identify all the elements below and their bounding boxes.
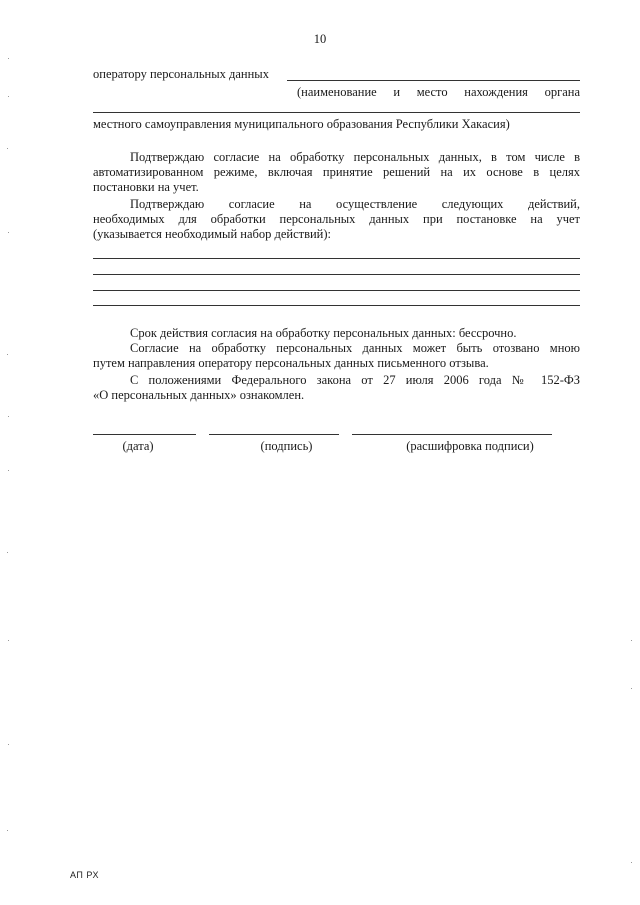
scan-artifact bbox=[631, 640, 632, 641]
actions-line-2: необходимых для обработки персональных данных при постановке на учет bbox=[93, 212, 580, 226]
revoke-line-2: путем направления оператору персональных данных письменного отзыва. bbox=[93, 356, 489, 370]
operator-label: оператору персональных данных bbox=[93, 67, 269, 81]
actions-line-1: Подтверждаю согласие на осуществление следующих действий, bbox=[130, 197, 580, 211]
term-line-1: Срок действия согласия на обработку персональных данных: бессрочно. bbox=[130, 326, 517, 340]
actions-fill-line bbox=[93, 305, 580, 306]
consent-line-1: Подтверждаю согласие на обработку персональных данных, в том числе в bbox=[130, 150, 580, 164]
actions-fill-line bbox=[93, 290, 580, 291]
scan-artifact bbox=[7, 354, 8, 355]
law-line-2: «О персональных данных» ознакомлен. bbox=[93, 388, 305, 402]
consent-line-2: автоматизированном режиме, включая принятие решений на их основе в целях bbox=[93, 165, 580, 179]
scan-artifact bbox=[8, 416, 9, 417]
scan-artifact bbox=[8, 232, 9, 233]
date-label: (дата) bbox=[122, 439, 154, 453]
scan-artifact bbox=[8, 744, 9, 745]
signature-fill-line bbox=[209, 434, 339, 435]
organ-fill-line bbox=[93, 112, 580, 113]
scan-artifact bbox=[631, 862, 632, 863]
page-number: 10 bbox=[313, 32, 327, 46]
date-fill-line bbox=[93, 434, 196, 435]
scan-artifact bbox=[8, 640, 9, 641]
scan-artifact bbox=[7, 148, 8, 149]
scan-artifact bbox=[8, 58, 9, 59]
revoke-line-1: Согласие на обработку персональных данных может быть отозвано мною bbox=[130, 341, 580, 355]
scan-artifact bbox=[8, 96, 9, 97]
scan-artifact bbox=[7, 552, 8, 553]
decoding-fill-line bbox=[352, 434, 552, 435]
scan-artifact bbox=[631, 688, 632, 689]
signature-label: (подпись) bbox=[260, 439, 313, 453]
operator-hint-line-2: местного самоуправления муниципального образования Республики Хакасия) bbox=[93, 117, 510, 131]
operator-hint-line-1: (наименование и место нахождения органа bbox=[297, 85, 580, 99]
actions-line-3: (указывается необходимый набор действий): bbox=[93, 227, 332, 241]
decoding-label: (расшифровка подписи) bbox=[406, 439, 534, 453]
consent-line-3: постановки на учет. bbox=[93, 180, 199, 194]
operator-fill-line bbox=[287, 80, 580, 81]
footer-mark: АП РХ bbox=[70, 870, 99, 880]
law-line-1: С положениями Федерального закона от 27 июля 2006 года № 152-ФЗ bbox=[130, 373, 580, 387]
actions-fill-line bbox=[93, 274, 580, 275]
scan-artifact bbox=[8, 470, 9, 471]
scan-artifact bbox=[7, 830, 8, 831]
actions-fill-line bbox=[93, 258, 580, 259]
